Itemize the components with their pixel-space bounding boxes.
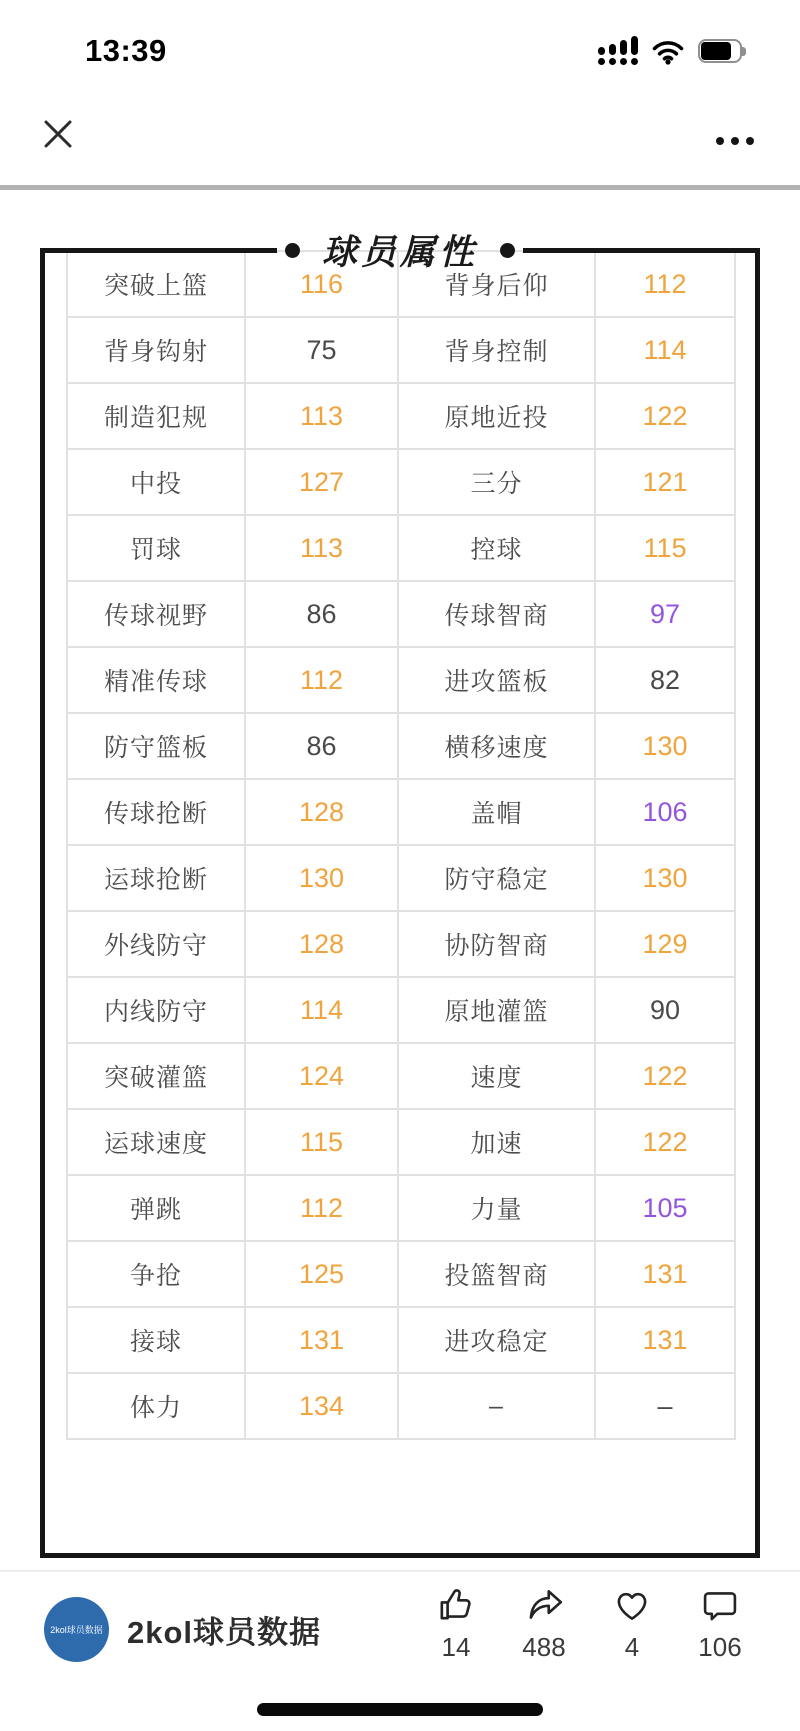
attribute-value: 134 <box>245 1373 398 1439</box>
attribute-value: – <box>595 1373 735 1439</box>
status-time: 13:39 <box>85 33 167 68</box>
attribute-label: 防守稳定 <box>398 845 595 911</box>
attribute-label: 背身钩射 <box>67 317 245 383</box>
footer-actions <box>412 1584 764 1663</box>
page-divider <box>0 185 800 190</box>
attribute-label: 防守篮板 <box>67 713 245 779</box>
title-right-line <box>523 248 760 253</box>
share-button[interactable] <box>500 1584 588 1663</box>
attribute-value: 114 <box>595 317 735 383</box>
attribute-value: 112 <box>245 647 398 713</box>
title-left-dot <box>285 243 300 258</box>
attribute-value: 106 <box>595 779 735 845</box>
close-icon[interactable] <box>40 116 76 152</box>
attribute-row <box>67 449 735 515</box>
attribute-label: 罚球 <box>67 515 245 581</box>
heart-icon <box>611 1584 653 1626</box>
attribute-value: 116 <box>245 251 398 317</box>
attribute-label: 弹跳 <box>67 1175 245 1241</box>
attribute-label: 进攻稳定 <box>398 1307 595 1373</box>
avatar[interactable]: 2kol球员数据 <box>44 1597 109 1662</box>
attribute-value: 129 <box>595 911 735 977</box>
attribute-value: 128 <box>245 911 398 977</box>
title-left-line <box>40 248 277 253</box>
footer-bar <box>0 1570 800 1700</box>
attribute-row <box>67 845 735 911</box>
share-arrow-icon <box>523 1584 565 1626</box>
attribute-row <box>67 1109 735 1175</box>
attribute-value: 114 <box>245 977 398 1043</box>
page-title: 球员属性 <box>322 233 479 272</box>
attribute-value: 86 <box>245 713 398 779</box>
attribute-row <box>67 1175 735 1241</box>
attribute-label: 控球 <box>398 515 595 581</box>
attribute-label: 内线防守 <box>67 977 245 1043</box>
attribute-label: 盖帽 <box>398 779 595 845</box>
attribute-label: 争抢 <box>67 1241 245 1307</box>
attribute-label: 中投 <box>67 449 245 515</box>
attribute-value: 130 <box>245 845 398 911</box>
attribute-row <box>67 317 735 383</box>
comment-count: 106 <box>698 1632 742 1662</box>
attribute-row <box>67 1043 735 1109</box>
attribute-value: 125 <box>245 1241 398 1307</box>
attribute-label: – <box>398 1373 595 1439</box>
heart-button[interactable] <box>588 1584 676 1663</box>
comment-bubble-icon <box>699 1584 741 1626</box>
attribute-value: 130 <box>595 713 735 779</box>
attribute-row <box>67 1307 735 1373</box>
home-indicator[interactable] <box>257 1703 543 1716</box>
attribute-value: 128 <box>245 779 398 845</box>
heart-count: 4 <box>624 1632 640 1662</box>
attribute-value: 113 <box>245 383 398 449</box>
attribute-row <box>67 1373 735 1439</box>
attribute-label: 突破上篮 <box>67 251 245 317</box>
attribute-label: 运球抢断 <box>67 845 245 911</box>
attribute-label: 原地灌篮 <box>398 977 595 1043</box>
like-button[interactable] <box>412 1584 500 1663</box>
attribute-label: 接球 <box>67 1307 245 1373</box>
attribute-label: 横移速度 <box>398 713 595 779</box>
attribute-value: 130 <box>595 845 735 911</box>
attribute-value: 112 <box>595 251 735 317</box>
like-count: 14 <box>441 1632 471 1662</box>
title-right-dot <box>500 243 515 258</box>
attribute-label: 力量 <box>398 1175 595 1241</box>
attribute-value: 75 <box>245 317 398 383</box>
attribute-row <box>67 911 735 977</box>
attribute-value: 122 <box>595 1109 735 1175</box>
attribute-label: 突破灌篮 <box>67 1043 245 1109</box>
attribute-label: 传球抢断 <box>67 779 245 845</box>
attribute-value: 105 <box>595 1175 735 1241</box>
attribute-label: 加速 <box>398 1109 595 1175</box>
attribute-label: 投篮智商 <box>398 1241 595 1307</box>
attribute-value: 122 <box>595 1043 735 1109</box>
share-count: 488 <box>522 1632 566 1662</box>
attribute-row <box>67 515 735 581</box>
attribute-value: 124 <box>245 1043 398 1109</box>
status-bar <box>0 0 800 92</box>
attribute-value: 131 <box>245 1307 398 1373</box>
attribute-value: 86 <box>245 581 398 647</box>
attribute-label: 协防智商 <box>398 911 595 977</box>
battery-icon <box>698 39 748 63</box>
wifi-icon <box>651 38 685 65</box>
attribute-label: 速度 <box>398 1043 595 1109</box>
attribute-value: 115 <box>245 1109 398 1175</box>
attribute-label: 背身后仰 <box>398 251 595 317</box>
account-block[interactable] <box>44 1597 321 1662</box>
attribute-row <box>67 977 735 1043</box>
attribute-row <box>67 647 735 713</box>
comment-button[interactable] <box>676 1584 764 1663</box>
attribute-value: 131 <box>595 1307 735 1373</box>
attribute-row <box>67 713 735 779</box>
attribute-value: 131 <box>595 1241 735 1307</box>
attribute-label: 进攻篮板 <box>398 647 595 713</box>
attribute-label: 传球智商 <box>398 581 595 647</box>
attribute-value: 112 <box>245 1175 398 1241</box>
attribute-label: 体力 <box>67 1373 245 1439</box>
attributes-table <box>66 250 736 1440</box>
attribute-label: 传球视野 <box>67 581 245 647</box>
attribute-label: 制造犯规 <box>67 383 245 449</box>
cellular-signal-icon <box>598 37 638 65</box>
thumbs-up-icon <box>435 1584 477 1626</box>
more-ellipsis-icon[interactable] <box>716 137 754 145</box>
attribute-row <box>67 1241 735 1307</box>
status-icons <box>598 37 748 65</box>
attribute-label: 背身控制 <box>398 317 595 383</box>
attribute-label: 精准传球 <box>67 647 245 713</box>
attribute-label: 运球速度 <box>67 1109 245 1175</box>
attribute-row <box>67 581 735 647</box>
attribute-value: 82 <box>595 647 735 713</box>
attribute-row <box>67 779 735 845</box>
player-attributes-card <box>40 233 760 1558</box>
attribute-label: 三分 <box>398 449 595 515</box>
attribute-value: 122 <box>595 383 735 449</box>
attribute-value: 121 <box>595 449 735 515</box>
attribute-label: 原地近投 <box>398 383 595 449</box>
attribute-value: 115 <box>595 515 735 581</box>
nav-bar <box>0 92 800 185</box>
attribute-value: 113 <box>245 515 398 581</box>
card-title-row <box>40 228 760 272</box>
attribute-value: 90 <box>595 977 735 1043</box>
attribute-row <box>67 383 735 449</box>
attribute-value: 127 <box>245 449 398 515</box>
account-name: 2kol球员数据 <box>127 1615 322 1650</box>
attribute-label: 外线防守 <box>67 911 245 977</box>
attribute-value: 97 <box>595 581 735 647</box>
